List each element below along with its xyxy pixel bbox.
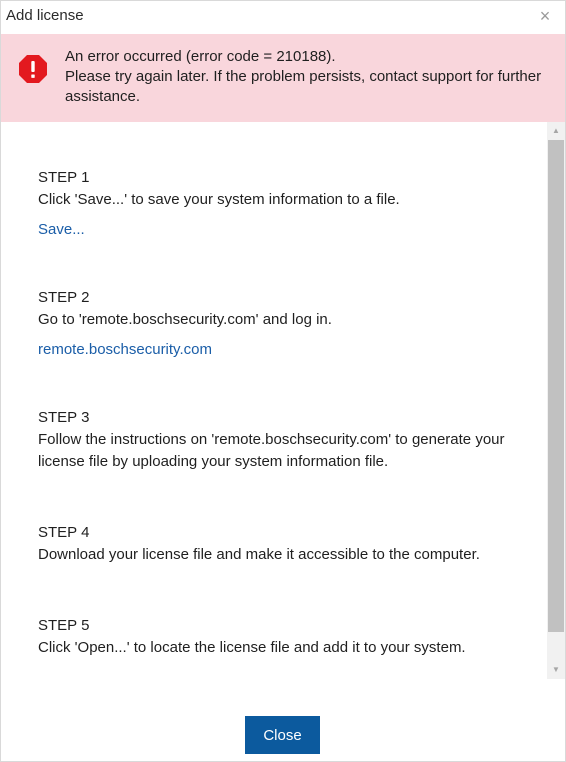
- scroll-up-arrow-icon[interactable]: ▲: [552, 126, 560, 135]
- dialog-title: Add license: [6, 7, 84, 24]
- vertical-scrollbar[interactable]: [547, 122, 565, 679]
- step-2: [38, 287, 528, 361]
- title-bar: [1, 1, 565, 33]
- error-message: [65, 47, 545, 107]
- step-5: [38, 615, 528, 659]
- scroll-down-arrow-icon[interactable]: ▼: [552, 665, 560, 674]
- step-heading: STEP 3: [38, 409, 90, 426]
- step-description: Click 'Open...' to locate the license file and add it to your system.: [38, 639, 466, 656]
- error-line-1: An error occurred (error code = 210188).: [65, 48, 336, 65]
- step-heading: STEP 2: [38, 289, 90, 306]
- save-link[interactable]: Save...: [38, 221, 85, 238]
- step-description: Follow the instructions on 'remote.boschsecurity.com' to generate your license file by uploading your system information file.: [38, 431, 505, 470]
- step-heading: STEP 1: [38, 169, 90, 186]
- step-3: [38, 407, 528, 473]
- steps-scroll-area: [1, 122, 547, 679]
- scrollbar-thumb[interactable]: [548, 140, 564, 632]
- error-octagon-icon: [18, 54, 48, 84]
- step-1: [38, 167, 528, 241]
- step-description: Go to 'remote.boschsecurity.com' and log in.: [38, 311, 332, 328]
- step-description: Click 'Save...' to save your system information to a file.: [38, 191, 400, 208]
- step-4: [38, 522, 528, 566]
- error-line-2: Please try again later. If the problem persists, contact support for further assistance.: [65, 68, 542, 105]
- step-heading: STEP 5: [38, 617, 90, 634]
- close-icon[interactable]: ×: [539, 6, 551, 26]
- close-button[interactable]: Close: [245, 716, 320, 754]
- remote-site-link[interactable]: remote.boschsecurity.com: [38, 341, 212, 358]
- step-description: Download your license file and make it accessible to the computer.: [38, 546, 480, 563]
- step-heading: STEP 4: [38, 524, 90, 541]
